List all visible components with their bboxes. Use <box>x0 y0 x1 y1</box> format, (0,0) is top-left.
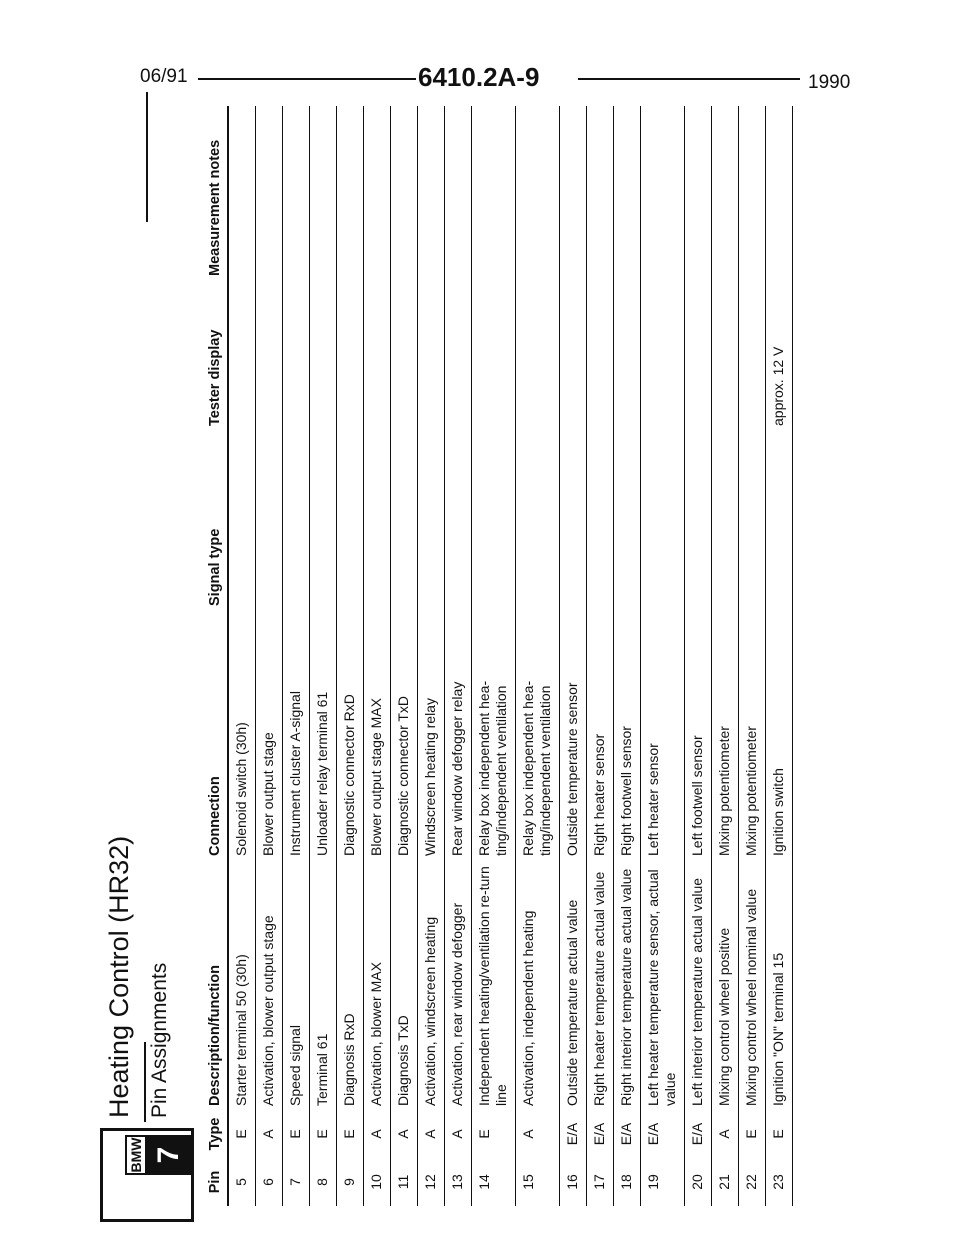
tester-display-cell <box>445 280 472 430</box>
type-cell: A <box>256 1110 283 1158</box>
type-cell: E/A <box>685 1110 712 1158</box>
signal-type-cell <box>614 430 641 610</box>
table-row <box>739 106 766 1206</box>
pin-cell: 23 <box>766 1158 793 1206</box>
measurement-notes-cell <box>472 106 516 280</box>
description-cell: Ignition "ON" terminal 15 <box>766 860 793 1110</box>
signal-type-cell <box>364 430 391 610</box>
measurement-notes-cell <box>310 106 337 280</box>
measurement-notes-cell <box>445 106 472 280</box>
measurement-notes-cell <box>712 106 739 280</box>
tester-display-cell <box>641 280 685 430</box>
signal-type-cell <box>310 430 337 610</box>
title-rule <box>144 1042 146 1122</box>
tester-display-cell <box>283 280 310 430</box>
table-row <box>391 106 418 1206</box>
col-header-tester-display: Tester display <box>204 280 228 430</box>
type-cell: E <box>283 1110 310 1158</box>
header-rule-right <box>578 78 800 80</box>
description-cell: Activation, rear window defogger <box>445 860 472 1110</box>
description-cell: Left interior temperature actual value <box>685 860 712 1110</box>
signal-type-cell <box>445 430 472 610</box>
measurement-notes-cell <box>228 106 256 280</box>
signal-type-cell <box>587 430 614 610</box>
measurement-notes-cell <box>560 106 587 280</box>
table-row <box>283 106 310 1206</box>
connection-cell: Diagnostic connector TxD <box>391 610 418 860</box>
type-cell: E/A <box>560 1110 587 1158</box>
table-row <box>364 106 391 1206</box>
measurement-notes-cell <box>739 106 766 280</box>
tester-display-cell <box>364 280 391 430</box>
pin-cell: 10 <box>364 1158 391 1206</box>
connection-cell: Right footwell sensor <box>614 610 641 860</box>
description-cell: Diagnosis TxD <box>391 860 418 1110</box>
pin-cell: 15 <box>516 1158 560 1206</box>
col-header-measurement-notes: Measurement notes <box>204 106 228 280</box>
pin-cell: 19 <box>641 1158 685 1206</box>
tester-display-cell <box>587 280 614 430</box>
description-cell: Terminal 61 <box>310 860 337 1110</box>
type-cell: E <box>228 1110 256 1158</box>
connection-cell: Blower output stage <box>256 610 283 860</box>
signal-type-cell <box>560 430 587 610</box>
connection-cell: Instrument cluster A-signal <box>283 610 310 860</box>
tester-display-cell <box>310 280 337 430</box>
table-row <box>337 106 364 1206</box>
tester-display-cell <box>685 280 712 430</box>
description-cell: Activation, blower MAX <box>364 860 391 1110</box>
table-row <box>641 106 685 1206</box>
type-cell: E/A <box>587 1110 614 1158</box>
type-cell: E <box>472 1110 516 1158</box>
measurement-notes-cell <box>516 106 560 280</box>
signal-type-cell <box>337 430 364 610</box>
header-doc-code: 6410.2A-9 <box>418 62 540 92</box>
tester-display-cell <box>614 280 641 430</box>
type-cell: E <box>337 1110 364 1158</box>
type-cell: A <box>364 1110 391 1158</box>
signal-type-cell <box>516 430 560 610</box>
header-year: 1990 <box>808 72 851 93</box>
signal-type-cell <box>283 430 310 610</box>
connection-cell: Blower output stage MAX <box>364 610 391 860</box>
signal-type-cell <box>641 430 685 610</box>
connection-cell: Left heater sensor <box>641 610 685 860</box>
signal-type-cell <box>418 430 445 610</box>
tester-display-cell <box>256 280 283 430</box>
pin-cell: 21 <box>712 1158 739 1206</box>
description-cell: Right heater temperature actual value <box>587 860 614 1110</box>
pin-cell: 16 <box>560 1158 587 1206</box>
logo-brand: BMW <box>125 1135 147 1175</box>
measurement-notes-cell <box>256 106 283 280</box>
rotated-page-content <box>100 102 860 1222</box>
table-row <box>516 106 560 1206</box>
pin-cell: 20 <box>685 1158 712 1206</box>
measurement-notes-cell <box>614 106 641 280</box>
tester-display-cell <box>337 280 364 430</box>
measurement-notes-cell <box>337 106 364 280</box>
pin-cell: 12 <box>418 1158 445 1206</box>
pin-cell: 18 <box>614 1158 641 1206</box>
measurement-notes-cell <box>283 106 310 280</box>
table-row <box>445 106 472 1206</box>
measurement-notes-cell <box>418 106 445 280</box>
description-cell: Starter terminal 50 (30h) <box>228 860 256 1110</box>
type-cell: E <box>766 1110 793 1158</box>
measurement-notes-cell <box>364 106 391 280</box>
pin-cell: 5 <box>228 1158 256 1206</box>
connection-cell: Relay box independent hea-ting/independent ventilation <box>472 610 516 860</box>
pin-cell: 7 <box>283 1158 310 1206</box>
tester-display-cell <box>418 280 445 430</box>
connection-cell: Rear window defogger relay <box>445 610 472 860</box>
connection-cell: Unloader relay terminal 61 <box>310 610 337 860</box>
type-cell: E/A <box>641 1110 685 1158</box>
measurement-notes-cell <box>685 106 712 280</box>
col-header-connection: Connection <box>204 610 228 860</box>
description-cell: Left heater temperature sensor, actual value <box>641 860 685 1110</box>
tester-display-cell: approx. 12 V <box>766 280 793 430</box>
header-date: 06/91 <box>140 66 188 87</box>
description-cell: Mixing control wheel nominal value <box>739 860 766 1110</box>
signal-type-cell <box>739 430 766 610</box>
connection-cell: Windscreen heating relay <box>418 610 445 860</box>
measurement-notes-cell <box>587 106 614 280</box>
table-row <box>472 106 516 1206</box>
table-row <box>228 106 256 1206</box>
signal-type-cell <box>472 430 516 610</box>
table-row <box>712 106 739 1206</box>
page-title: Heating Control (HR32) <box>104 835 134 1118</box>
tester-display-cell <box>516 280 560 430</box>
table-row <box>587 106 614 1206</box>
measurement-notes-cell <box>641 106 685 280</box>
type-cell: A <box>391 1110 418 1158</box>
pin-assignment-table <box>204 106 793 1206</box>
table-row <box>766 106 793 1206</box>
description-cell: Speed signal <box>283 860 310 1110</box>
page-subtitle: Pin Assignments <box>148 962 171 1118</box>
table-row <box>614 106 641 1206</box>
connection-cell: Relay box independent hea-ting/independent ventilation <box>516 610 560 860</box>
pin-cell: 8 <box>310 1158 337 1206</box>
table-row <box>560 106 587 1206</box>
description-cell: Outside temperature actual value <box>560 860 587 1110</box>
description-cell: Diagnosis RxD <box>337 860 364 1110</box>
signal-type-cell <box>391 430 418 610</box>
pin-cell: 13 <box>445 1158 472 1206</box>
connection-cell: Outside temperature sensor <box>560 610 587 860</box>
signal-type-cell <box>228 430 256 610</box>
description-cell: Mixing control wheel positive <box>712 860 739 1110</box>
tester-display-cell <box>391 280 418 430</box>
measurement-notes-cell <box>391 106 418 280</box>
type-cell: A <box>418 1110 445 1158</box>
description-cell: Independent heating/ventilation re-turn line <box>472 860 516 1110</box>
signal-type-cell <box>712 430 739 610</box>
signal-type-cell <box>685 430 712 610</box>
signal-type-cell <box>766 430 793 610</box>
type-cell: A <box>516 1110 560 1158</box>
type-cell: E <box>310 1110 337 1158</box>
connection-cell: Solenoid switch (30h) <box>228 610 256 860</box>
tester-display-cell <box>560 280 587 430</box>
pin-cell: 9 <box>337 1158 364 1206</box>
connection-cell: Diagnostic connector RxD <box>337 610 364 860</box>
tester-display-cell <box>228 280 256 430</box>
type-cell: A <box>712 1110 739 1158</box>
type-cell: A <box>445 1110 472 1158</box>
measurement-notes-cell <box>766 106 793 280</box>
col-header-pin: Pin <box>204 1158 228 1206</box>
col-header-signal-type: Signal type <box>204 430 228 610</box>
type-cell: E/A <box>614 1110 641 1158</box>
table-row <box>418 106 445 1206</box>
page-header <box>0 62 960 102</box>
col-header-type: Type <box>204 1110 228 1158</box>
col-header-description: Description/function <box>204 860 228 1110</box>
bmw-group-logo <box>100 1128 194 1222</box>
pin-cell: 11 <box>391 1158 418 1206</box>
connection-cell: Ignition switch <box>766 610 793 860</box>
pin-cell: 22 <box>739 1158 766 1206</box>
connection-cell: Mixing potentiometer <box>712 610 739 860</box>
connection-cell: Mixing potentiometer <box>739 610 766 860</box>
pin-cell: 17 <box>587 1158 614 1206</box>
pin-cell: 14 <box>472 1158 516 1206</box>
header-rule-left <box>198 78 416 80</box>
type-cell: E <box>739 1110 766 1158</box>
connection-cell: Right heater sensor <box>587 610 614 860</box>
signal-type-cell <box>256 430 283 610</box>
tester-display-cell <box>712 280 739 430</box>
table-row <box>685 106 712 1206</box>
table-row <box>310 106 337 1206</box>
table-header-row <box>204 106 228 1206</box>
description-cell: Activation, blower output stage <box>256 860 283 1110</box>
description-cell: Right interior temperature actual value <box>614 860 641 1110</box>
tester-display-cell <box>472 280 516 430</box>
tester-display-cell <box>739 280 766 430</box>
table-row <box>256 106 283 1206</box>
pin-cell: 6 <box>256 1158 283 1206</box>
connection-cell: Left footwell sensor <box>685 610 712 860</box>
description-cell: Activation, independent heating <box>516 860 560 1110</box>
description-cell: Activation, windscreen heating <box>418 860 445 1110</box>
logo-group-number: 7 <box>147 1135 191 1175</box>
